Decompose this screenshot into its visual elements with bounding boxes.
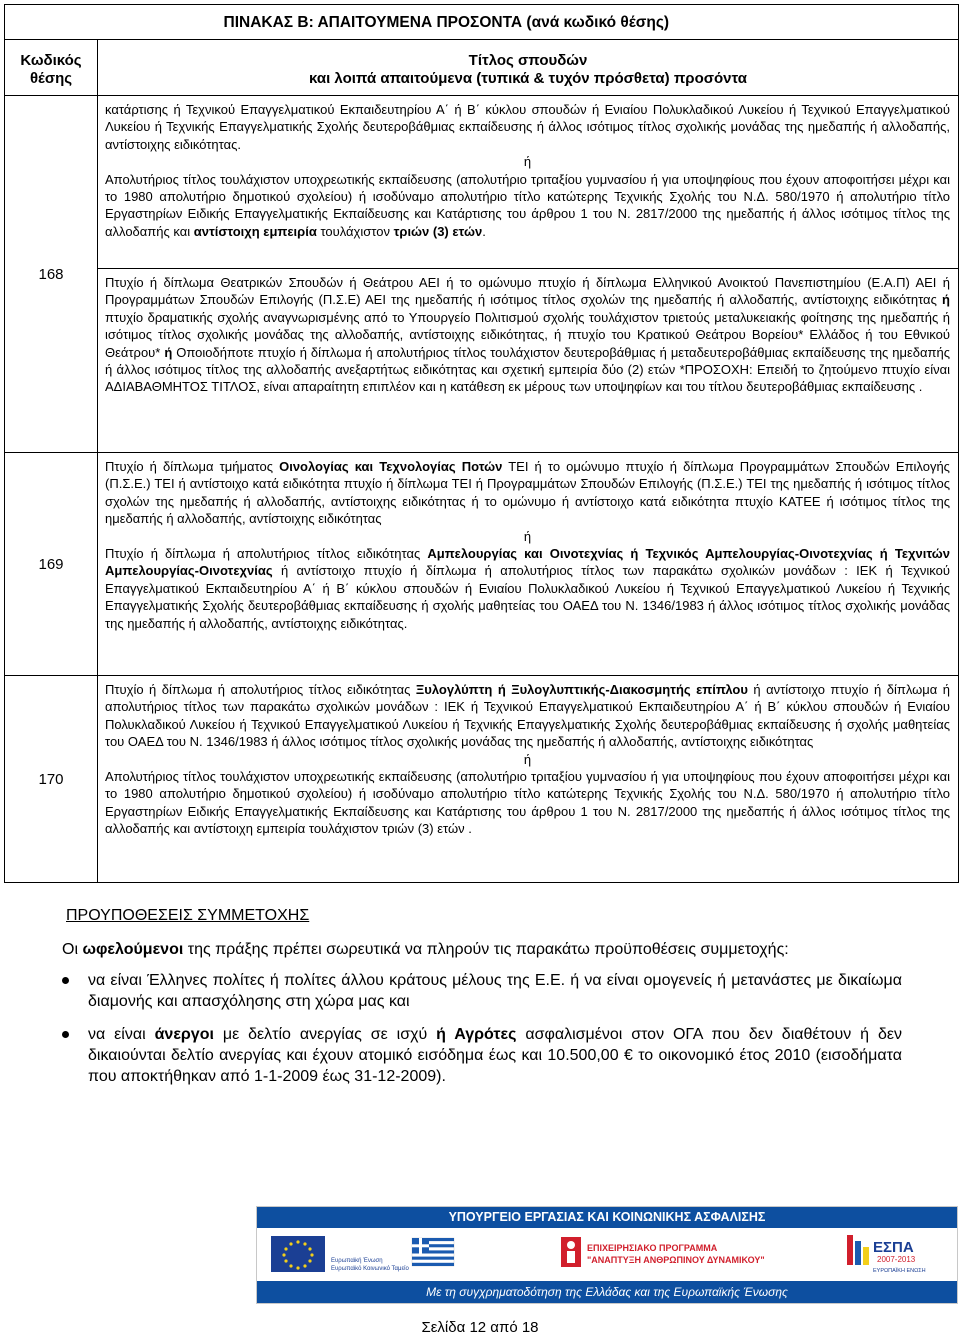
requirement-text: Απολυτήριος τίτλος τουλάχιστον υποχρεωτικής εκπαίδευσης (απολυτήριο τριταξίου γυμνασίου ή για υποψηφίους που έχουν αποφοιτήσει μέχρι και το 1980 απολυτήριο δημοτικού σχολείου) ή ισοδύναμο απολυτήριο τίτλο κατώτερης Τεχνικής Σχολής του Ν.Δ. 580/1970 ή απολυτήριο τίτλο Εργαστηρίων Ειδικής Επαγγελματικής Εκπαίδευσης και Κατάρτισης του άρθρου 1 του Ν. 2817/2000 της ημεδαπής ή άλλος ισότιμος τίτλος της αλλοδαπής και αντίστοιχη εμπειρία τουλάχιστον τριών (3) ετών . [105,769,950,837]
program-name-line2: "ΑΝΑΠΤΥΞΗ ΑΝΘΡΩΠΙΝΟΥ ΔΥΝΑΜΙΚΟΥ" [587,1255,765,1265]
header-title-line2: και λοιπά απαιτούμενα (τυπικά & τυχόν πρόσθετα) προσόντα [308,70,748,87]
participation-conditions [62,905,902,1099]
espa-years: 2007-2013 [877,1255,916,1264]
qualifications-table [4,4,959,883]
requirement-text: Πτυχίο ή δίπλωμα ή απολυτήριος τίτλος ειδικότητας Ξυλογλύπτη ή Ξυλογλυπτικής-Διακοσμητής επίπλου ή αντίστοιχο πτυχίο ή δίπλωμα ή απολυτήριος τίτλος των παρακάτω σχολικών μονάδων : ΙΕΚ ή Τεχνικού Επαγγελματικού Εκπαιδευτηρίου Α΄ ή Β΄ κύκλου σπουδών ή Ενιαίου Πολυκλαδικού Λυκείου ή Τεχνικού Επαγγελματικού Λυκείου ή Τεχνικής Επαγγελματικής Σχολής δευτεροβάθμιας εκπαίδευσης ή σχολής μαθητείας του ΟΑΕΔ του Ν. 1346/1983 ή άλλος ισότιμος τίτλος σχολικής μονάδας της ημεδαπής ή αλλοδαπής, αντίστοιχης ειδικότητας [105,682,951,750]
conditions-heading: ΠΡΟΥΠΟΘΕΣΕΙΣ ΣΥΜΜΕΤΟΧΗΣ [66,907,310,924]
cofunding-bar: Με τη συγχρηματοδότηση της Ελλάδας και της Ευρωπαϊκής Ένωσης [257,1281,957,1303]
requirement-text: Απολυτήριος τίτλος τουλάχιστον υποχρεωτικής εκπαίδευσης (απολυτήριο τριταξίου γυμνασίου ή για υποψηφίους που έχουν αποφοιτήσει μέχρι και το 1980 απολυτήριο δημοτικού σχολείου) ή ισοδύναμο απολυτήριο τίτλο κατώτερης Τεχνικής Σχολής του Ν.Δ. 580/1970 ή απολυτήριο τίτλο Εργαστηρίων Ειδικής Επαγγελματικής Εκπαίδευσης και Κατάρτισης του άρθρου 1 του Ν. 2817/2000 της ημεδαπής ή άλλος ισότιμος τίτλος της αλλοδαπής και αντίστοιχη εμπειρία τουλάχιστον τριών (3) ετών. [105,171,950,239]
program-name-line1: ΕΠΙΧΕΙΡΗΣΙΑΚΟ ΠΡΟΓΡΑΜΜΑ [587,1243,718,1253]
espa-eu: ΕΥΡΩΠΑΪΚΗ ΕΝΩΣΗ [873,1268,926,1274]
header-title-column [98,40,959,96]
funding-banner [256,1206,958,1304]
or-separator: ή [523,751,532,767]
conditions-list [62,970,902,1087]
conditions-intro: Οι ωφελούμενοι της πράξης πρέπει σωρευτικά να πληρούν τις παρακάτω προϋποθέσεις συμμετοχής: [62,941,789,958]
requirement-text: Πτυχίο ή δίπλωμα τμήματος Οινολογίας και Τεχνολογίας Ποτών ΤΕΙ ή το ομώνυμο πτυχίο ή δίπλωμα Προγραμμάτων Σπουδών Επιλογής (Π.Σ.Ε.) ΤΕΙ ή αντίστοιχο κατά ειδικότητα πτυχίο ή δίπλωμα ΤΕΙ ή Προγραμμάτων Σπουδών Επιλογής (Π.Σ.Ε.) ΤΕΙ της ημεδαπής ή ισότιμος τίτλος σχολών της ημεδαπής ή αλλοδαπής, αντίστοιχης ειδικότητας ή το ομώνυμο ή αντίστοιχο κατά ειδικότητα πτυχίο ΚΑΤΕΕ ή ισότιμος τίτλος της ημεδαπής ή αλλοδαπής, αντίστοιχης ειδικότητας [105,459,950,527]
code-cell-169: 169 [5,453,98,676]
table-title: ΠΙΝΑΚΑΣ Β: ΑΠΑΙΤΟΥΜΕΝΑ ΠΡΟΣΟΝΤΑ (ανά κωδικό θέσης) [98,5,959,40]
or-separator: ή [523,528,532,544]
table-row [98,453,959,676]
espa-logo-icon [847,1235,869,1265]
table-title-code-blank [5,5,98,40]
espa-title: ΕΣΠΑ [873,1239,914,1256]
bullet-icon [62,977,69,984]
header-title-line1: Τίτλος σπουδών [468,52,588,69]
requirement-text: κατάρτισης ή Τεχνικού Επαγγελματικού Εκπαιδευτηρίου Α΄ ή Β΄ κύκλου σπουδών ή Ενιαίου Πολυκλαδικού Λυκείου ή Τεχνικού Επαγγελματικού Λυκείου ή Τεχνικής Επαγγελματικής Σχολής δευτεροβάθμιας εκπαίδευσης ή άλλος ισότιμος τίτλος σχολικής μονάδας της ημεδαπής ή αλλοδαπής, αντίστοιχης ειδικότητας. [105,102,950,152]
code-cell-168: 168 [5,96,98,453]
header-code-line2: θέσης [29,70,73,87]
bullet-icon [62,1031,69,1038]
table-row [98,676,959,883]
requirement-text: Πτυχίο ή δίπλωμα ή απολυτήριος τίτλος ειδικότητας Αμπελουργίας και Οινοτεχνίας ή Τεχνικός Αμπελουργίας-Οινοτεχνίας ή Τεχνιτών Αμπελουργίας-Οινοτεχνίας ή αντίστοιχο πτυχίο ή δίπλωμα ή απολυτήριος τίτλος των παρακάτω σχολικών μονάδων : ΙΕΚ ή Τεχνικού Επαγγελματικού Εκπαιδευτηρίου Α΄ ή Β΄ κύκλου σπουδών ή Ενιαίου Πολυκλαδικού Λυκείου ή Τεχνικού Επαγγελματικού Λυκείου ή Τεχνικής Επαγγελματικής Σχολής δευτεροβάθμιας εκπαίδευσης ή σχολής μαθητείας του ΟΑΕΔ του Ν. 1346/1983 ή άλλος ισότιμος τίτλος σχολικής μονάδας της ημεδαπής ή αλλοδαπής, αντίστοιχης ειδικότητας. [105,546,950,631]
table-row [98,96,959,269]
ministry-title-bar: ΥΠΟΥΡΓΕΙΟ ΕΡΓΑΣΙΑΣ ΚΑΙ ΚΟΙΝΩΝΙΚΗΣ ΑΣΦΑΛΙΣΗΣ [257,1207,957,1228]
or-separator: ή [523,154,532,170]
greek-flag-icon [412,1238,454,1266]
funding-logos [257,1228,957,1281]
eu-caption-2: Ευρωπαϊκό Κοινωνικό Ταμείο [331,1266,409,1272]
page-number: Σελίδα 12 από 18 [421,1319,539,1336]
table-row [98,269,959,453]
list-item: να είναι Έλληνες πολίτες ή πολίτες άλλου κράτους μέλους της Ε.Ε. ή να είναι ομογενείς ή μετανάστες με δικαίωμα διαμονής και απασχόλησης στη χώρα μας και [62,970,902,1012]
code-cell-170: 170 [5,676,98,883]
header-code-line1: Κωδικός [20,52,82,69]
eu-caption: Ευρωπαϊκή Ένωση [331,1258,383,1264]
program-logo-icon [561,1237,581,1267]
list-item: να είναι άνεργοι με δελτίο ανεργίας σε ισχύ ή Αγρότες ασφαλισμένοι στον ΟΓΑ που δεν διαθέτουν ή δεν δικαιούνται δελτίο ανεργίας και έχουν ατομικό εισόδημα έως και 10.500,00 € το οικονομικό έτος 2010 (εισοδήματα που αποκτήθηκαν από 1-1-2009 έως 31-12-2009). [62,1024,902,1087]
requirement-text: Πτυχίο ή δίπλωμα Θεατρικών Σπουδών ή Θεάτρου ΑΕΙ ή το ομώνυμο πτυχίο ή δίπλωμα Ελληνικού Ανοικτού Πανεπιστημίου (Ε.Α.Π) ΑΕΙ ή Προγραμμάτων Σπουδών Επιλογής (Π.Σ.Ε) ΑΕΙ της ημεδαπής ή ισότιμος τίτλος σχολών της ημεδαπής ή αλλοδαπής, αντίστοιχης ειδικότητας ή πτυχίο δραματικής σχολής αναγνωρισμένης από το Υπουργείο Πολιτισμού σχολής τουλάχιστον τριετούς μεταλυκειακής φοίτησης της ημεδαπής ή ισότιμος τίτλος σχολικής μονάδας της αλλοδαπής, αντίστοιχης ειδικότητας, ή πτυχίο του Κρατικού Θεάτρου Βορείου* Ελλάδος ή του Εθνικού Θεάτρου* ή Οποιοδήποτε πτυχίο ή δίπλωμα ή απολυτήριος τίτλος τουλάχιστον δευτεροβάθμιας ή μεταδευτεροβάθμιας εκπαίδευσης της ημεδαπής ή άλλος ισότιμος τίτλος της αλλοδαπής ανεξαρτήτως ειδικότητας και σχετική εμπειρία δύο (2) ετών *ΠΡΟΣΟΧΗ: Επειδή το ζητούμενο πτυχίο είναι ΑΔΙΑΒΑΘΜΗΤΟΣ ΤΙΤΛΟΣ, είναι απαραίτητη επιπλέον και η κατάθεση εκ μέρους των υποψηφίων και του τίτλου δευτεροβάθμιας εκπαίδευσης . [105,275,950,395]
eu-flag-icon [271,1236,325,1272]
header-code-column [5,40,98,96]
